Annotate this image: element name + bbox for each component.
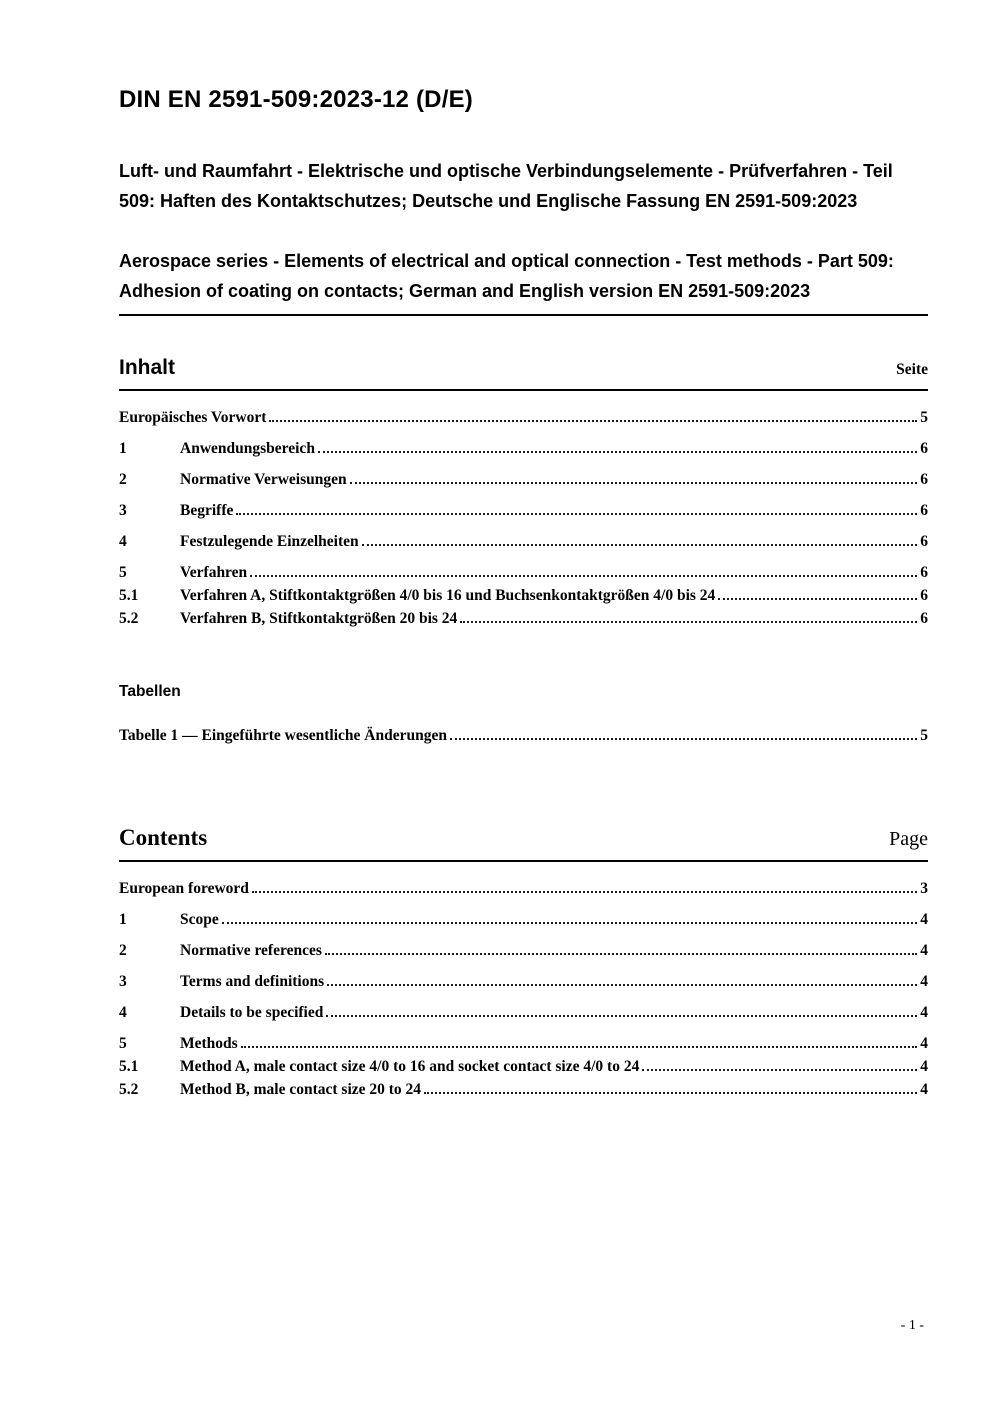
toc-divider-german (119, 389, 928, 391)
toc-entry-number: 5.1 (119, 587, 139, 604)
toc-entry (119, 1057, 928, 1076)
dot-leader (327, 984, 917, 986)
dot-leader (424, 1092, 917, 1094)
toc-entry-page: 6 (920, 440, 928, 457)
toc-entry-page: 6 (920, 533, 928, 550)
toc-entry-number: 5.2 (119, 610, 139, 627)
toc-entry-page: 6 (920, 471, 928, 488)
dot-leader (318, 451, 917, 453)
toc-entry-page: 6 (920, 564, 928, 581)
toc-entry (119, 408, 928, 427)
toc-entry-label: Verfahren A, Stiftkontaktgrößen 4/0 bis 16 und Buchsenkontaktgrößen 4/0 bis 24 (180, 587, 716, 604)
toc-entry-number: 2 (119, 471, 127, 488)
toc-entry-page: 4 (920, 911, 928, 928)
toc-entry-number: 2 (119, 942, 127, 959)
toc-entry (119, 941, 928, 960)
dot-leader (326, 1015, 917, 1017)
toc-entry-page: 6 (920, 587, 928, 604)
toc-entry (119, 501, 928, 520)
toc-entry-label: Method B, male contact size 20 to 24 (180, 1081, 422, 1098)
dot-leader (269, 420, 917, 422)
toc-entry-label: Begriffe (180, 502, 234, 519)
toc-entry (119, 470, 928, 489)
toc-entry-label: Europäisches Vorwort (119, 409, 267, 426)
toc-entry-page: 4 (920, 973, 928, 990)
toc-entry-page: 4 (920, 1081, 928, 1098)
toc-page-column-label-german: Seite (896, 361, 928, 378)
tables-list-german (119, 726, 928, 745)
toc-entry-page: 4 (920, 942, 928, 959)
table-entry (119, 726, 928, 745)
toc-header-english (119, 825, 928, 851)
toc-entry-number: 4 (119, 1004, 127, 1021)
toc-entry (119, 910, 928, 929)
toc-entry (119, 439, 928, 458)
toc-entry-number: 3 (119, 973, 127, 990)
dot-leader (241, 1046, 918, 1048)
toc-entry-label: Verfahren B, Stiftkontaktgrößen 20 bis 24 (180, 610, 458, 627)
toc-header-german (119, 356, 928, 380)
dot-leader (325, 953, 917, 955)
toc-english (119, 879, 928, 1099)
toc-entry-number: 5 (119, 564, 127, 581)
dot-leader (236, 513, 917, 515)
toc-entry (119, 532, 928, 551)
toc-entry-label: Anwendungsbereich (180, 440, 315, 457)
toc-entry-number: 5 (119, 1035, 127, 1052)
dot-leader (718, 598, 917, 600)
dot-leader (350, 482, 918, 484)
toc-divider-english (119, 860, 928, 862)
tables-heading-german: Tabellen (119, 683, 181, 700)
document-number: DIN EN 2591-509:2023-12 (D/E) (119, 86, 473, 113)
toc-entry-page: 6 (920, 502, 928, 519)
toc-entry-label: Method A, male contact size 4/0 to 16 and socket contact size 4/0 to 24 (180, 1058, 640, 1075)
document-title-german: Luft- und Raumfahrt - Elektrische und optische Verbindungselemente - Prüfverfahren - Teil 509: Haften des Kontaktschutzes; Deutsche und Englische Fassung EN 2591-509:2023 (119, 161, 893, 211)
toc-entry (119, 1003, 928, 1022)
toc-entry-label: Normative Verweisungen (180, 471, 347, 488)
toc-entry-label: Normative references (180, 942, 322, 959)
toc-entry (119, 972, 928, 991)
toc-entry-page: 3 (920, 880, 928, 897)
table-entry-page: 5 (920, 727, 928, 744)
dot-leader (460, 621, 917, 623)
toc-entry (119, 879, 928, 898)
toc-entry (119, 586, 928, 605)
toc-entry-label: Verfahren (180, 564, 248, 581)
toc-entry (119, 609, 928, 628)
toc-entry-number: 3 (119, 502, 127, 519)
toc-entry-number: 5.1 (119, 1058, 139, 1075)
toc-entry-label: Terms and definitions (180, 973, 325, 990)
dot-leader (642, 1069, 917, 1071)
dot-leader (450, 738, 917, 740)
toc-entry (119, 563, 928, 582)
toc-heading-english: Contents (119, 825, 208, 850)
toc-entry-page: 5 (920, 409, 928, 426)
dot-leader (250, 575, 917, 577)
toc-entry-label: Scope (180, 911, 219, 928)
toc-entry (119, 1034, 928, 1053)
footer-page-number: - 1 - (900, 1318, 924, 1333)
dot-leader (252, 891, 917, 893)
toc-entry (119, 1080, 928, 1099)
toc-entry-number: 1 (119, 911, 127, 928)
document-title-english: Aerospace series - Elements of electrical and optical connection - Test methods - Part 509: Adhesion of coating on contacts; German and English version EN 2591-509:2023 (119, 251, 894, 301)
toc-entry-label: Methods (180, 1035, 238, 1052)
toc-heading-german: Inhalt (119, 356, 175, 379)
toc-entry-label: European foreword (119, 880, 249, 897)
toc-entry-number: 5.2 (119, 1081, 139, 1098)
toc-entry-number: 1 (119, 440, 127, 457)
toc-page-column-label-english: Page (889, 828, 928, 850)
toc-entry-label: Details to be specified (180, 1004, 324, 1021)
toc-entry-number: 4 (119, 533, 127, 550)
toc-entry-page: 4 (920, 1004, 928, 1021)
toc-entry-page: 4 (920, 1035, 928, 1052)
title-divider (119, 314, 928, 316)
toc-entry-label: Festzulegende Einzelheiten (180, 533, 359, 550)
toc-german (119, 408, 928, 628)
dot-leader (362, 544, 918, 546)
toc-entry-page: 4 (920, 1058, 928, 1075)
dot-leader (222, 922, 918, 924)
toc-entry-page: 6 (920, 610, 928, 627)
table-entry-label: Tabelle 1 — Eingeführte wesentliche Änderungen (119, 727, 447, 744)
